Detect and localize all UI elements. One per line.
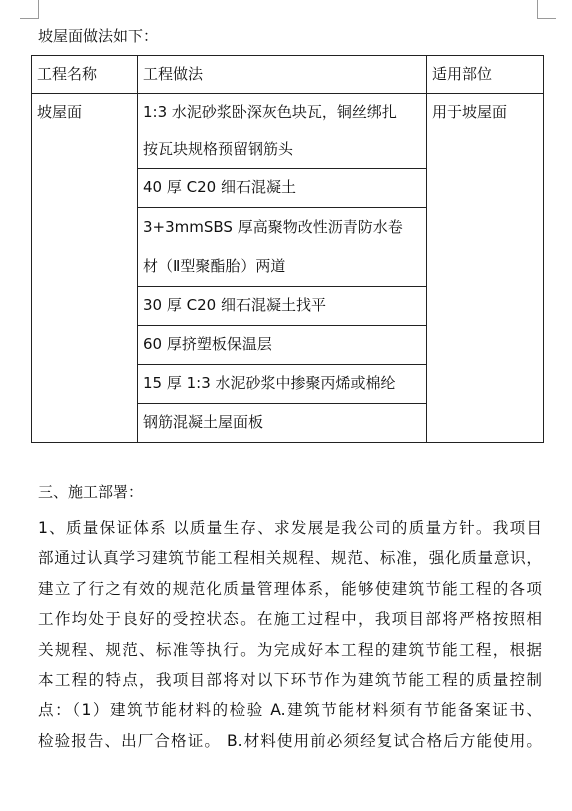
method-line: 材（Ⅱ型聚酯胎）两道 bbox=[143, 257, 286, 275]
method-step-1 bbox=[138, 94, 427, 169]
page-corner-mark-left bbox=[20, 0, 39, 19]
project-name-cell: 坡屋面 bbox=[32, 94, 138, 443]
paragraph-line: 检验报告、出厂合格证。 B.材料使用前必须经复试合格后方能使用。 bbox=[38, 731, 542, 750]
section-title: 三、施工部署： bbox=[38, 483, 144, 501]
method-step-5: 60 厚挤塑板保温层 bbox=[138, 326, 427, 365]
method-step-2: 40 厚 C20 细石混凝土 bbox=[138, 169, 427, 208]
paragraph-line: 关规程、规范、标准等执行。为完成好本工程的建筑节能工程，根据 bbox=[38, 640, 542, 659]
header-project-name: 工程名称 bbox=[32, 56, 138, 94]
header-scope: 适用部位 bbox=[427, 56, 544, 94]
method-line: 按瓦块规格预留钢筋头 bbox=[143, 140, 294, 158]
method-step-4: 30 厚 C20 细石混凝土找平 bbox=[138, 287, 427, 326]
paragraph-line: 点：（1）建筑节能材料的检验 A.建筑节能材料须有节能备案证书、 bbox=[38, 701, 542, 720]
table-row bbox=[32, 94, 544, 169]
page-corner-mark-right bbox=[537, 0, 556, 19]
body-paragraph bbox=[38, 513, 542, 756]
method-step-6: 15 厚 1:3 水泥砂浆中掺聚丙烯或棉纶 bbox=[138, 365, 427, 404]
method-line: 1:3 水泥砂浆卧深灰色块瓦，铜丝绑扎 bbox=[143, 103, 397, 121]
scope-cell: 用于坡屋面 bbox=[427, 94, 544, 443]
paragraph-line: 本工程的特点，我项目部将对以下环节作为建筑节能工程的质量控制 bbox=[38, 671, 542, 690]
intro-text: 坡屋面做法如下： bbox=[38, 27, 159, 45]
paragraph-line: 部通过认真学习建筑节能工程相关规程、规范、标准，强化质量意识， bbox=[38, 549, 542, 568]
method-step-3 bbox=[138, 208, 427, 287]
method-line: 3+3mmSBS 厚高聚物改性沥青防水卷 bbox=[143, 218, 403, 236]
roof-spec-table bbox=[31, 55, 544, 443]
table-header-row bbox=[32, 56, 544, 94]
method-step-7: 钢筋混凝土屋面板 bbox=[138, 404, 427, 443]
header-method: 工程做法 bbox=[138, 56, 427, 94]
paragraph-line: 工作均处于良好的受控状态。在施工过程中，我项目部将严格按照相 bbox=[38, 610, 542, 629]
paragraph-line: 1、质量保证体系 以质量生存、求发展是我公司的质量方针。我项目 bbox=[38, 519, 542, 537]
paragraph-line: 建立了行之有效的规范化质量管理体系，能够使建筑节能工程的各项 bbox=[38, 579, 542, 598]
